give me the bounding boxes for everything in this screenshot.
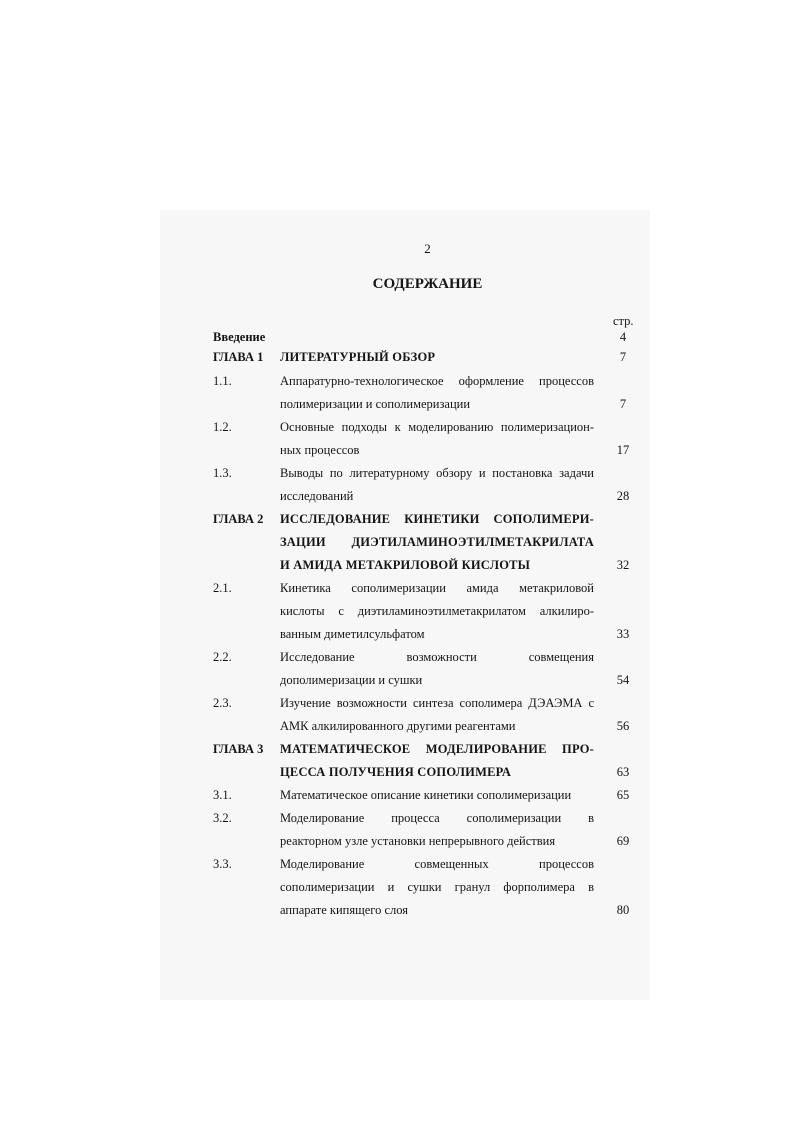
toc-chapter-number: ГЛАВА 3 (213, 742, 264, 756)
toc-entry-line: Исследование возможности совмещения (280, 650, 594, 664)
toc-entry-label: Введение (213, 330, 266, 344)
toc-entry-line: полимеризации и сополимеризации (280, 397, 471, 411)
toc-entry-page: 28 (616, 489, 630, 503)
toc-entry-line: Аппаратурно-технологическое оформление процессов (280, 374, 594, 388)
toc-entry-line: Моделирование совмещенных процессов (280, 857, 594, 871)
toc-entry-line: сополимеризации и сушки гранул форполимера в (280, 880, 594, 894)
toc-entry-page: 54 (616, 673, 630, 687)
toc-entry-line: И АМИДА МЕТАКРИЛОВОЙ КИСЛОТЫ (280, 558, 531, 572)
toc-entry-page: 63 (616, 765, 630, 779)
page-title: СОДЕРЖАНИЕ (372, 276, 483, 292)
toc-entry-page: 7 (619, 350, 627, 364)
toc-entry-line: АМК алкилированного другими реагентами (280, 719, 516, 733)
page-column-header: стр. (613, 314, 634, 328)
toc-section-number: 3.1. (213, 788, 232, 802)
toc-entry-line: ИССЛЕДОВАНИЕ КИНЕТИКИ СОПОЛИМЕРИ- (280, 512, 594, 526)
toc-entry-page: 80 (616, 903, 630, 917)
toc-section-number: 2.2. (213, 650, 232, 664)
toc-section-number: 2.3. (213, 696, 232, 710)
toc-section-number: 3.2. (213, 811, 232, 825)
toc-entry-line: кислоты с диэтиламиноэтилметакрилатом алкилиро- (280, 604, 594, 618)
toc-section-number: 3.3. (213, 857, 232, 871)
toc-entry-line: ных процессов (280, 443, 360, 457)
page-number: 2 (424, 241, 431, 256)
toc-chapter-number: ГЛАВА 2 (213, 512, 264, 526)
toc-entry-line: МАТЕМАТИЧЕСКОЕ МОДЕЛИРОВАНИЕ ПРО- (280, 742, 594, 756)
toc-entry-page: 69 (616, 834, 630, 848)
toc-entry-line: ЦЕССА ПОЛУЧЕНИЯ СОПОЛИМЕРА (280, 765, 512, 779)
toc-entry-line: Выводы по литературному обзору и постановка задачи (280, 466, 594, 480)
toc-entry-line: ванным диметилсульфатом (280, 627, 425, 641)
toc-entry-page: 65 (616, 788, 630, 802)
toc-entry-page: 33 (616, 627, 630, 641)
toc-entry-line: Математическое описание кинетики сополимеризации (280, 788, 572, 802)
toc-section-number: 1.2. (213, 420, 232, 434)
toc-entry-line: Изучение возможности синтеза сополимера ДЭАЭМА с (280, 696, 594, 710)
toc-entry-page: 56 (616, 719, 630, 733)
toc-chapter-number: ГЛАВА 1 (213, 350, 264, 364)
toc-section-number: 1.3. (213, 466, 232, 480)
toc-section-number: 2.1. (213, 581, 232, 595)
toc-entry-line: дополимеризации и сушки (280, 673, 423, 687)
toc-entry-line: ЗАЦИИ ДИЭТИЛАМИНОЭТИЛМЕТАКРИЛАТА (280, 535, 594, 549)
toc-entry-line: Кинетика сополимеризации амида метакриловой (280, 581, 594, 595)
toc-entry-page: 7 (619, 397, 627, 411)
toc-entry-line: ЛИТЕРАТУРНЫЙ ОБЗОР (280, 350, 436, 364)
toc-entry-line: исследований (280, 489, 354, 503)
toc-section-number: 1.1. (213, 374, 232, 388)
toc-entry-page: 32 (616, 558, 630, 572)
toc-entry-line: Основные подходы к моделированию полимеризацион- (280, 420, 594, 434)
toc-entry-page: 17 (616, 443, 630, 457)
toc-entry-line: реакторном узле установки непрерывного действия (280, 834, 556, 848)
toc-entry-line: аппарате кипящего слоя (280, 903, 409, 917)
toc-entry-line: Моделирование процесса сополимеризации в (280, 811, 594, 825)
toc-entry-page: 4 (619, 330, 627, 344)
